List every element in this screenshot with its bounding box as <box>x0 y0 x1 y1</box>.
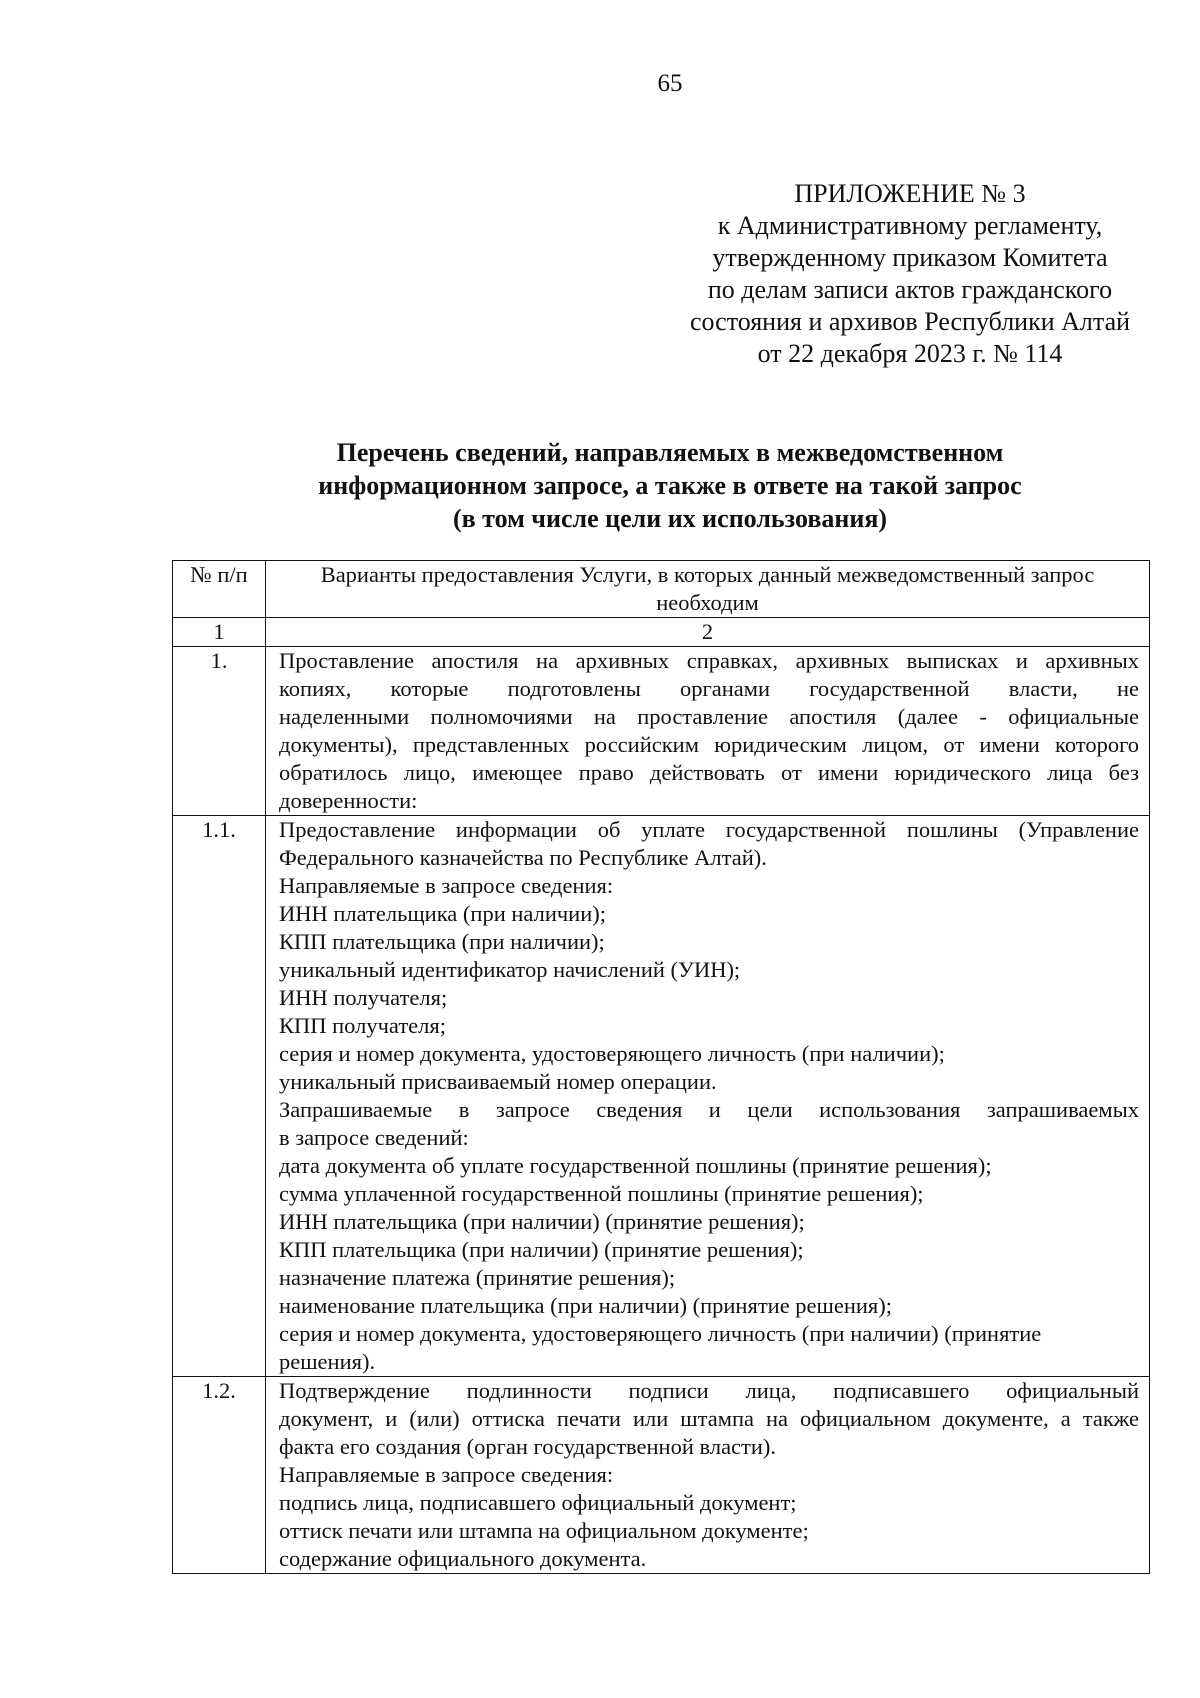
text-line: наделенными полномочиями на проставление апостиля (далее - официальные <box>279 704 1139 729</box>
row-text <box>266 1377 1150 1574</box>
text-line: ИНН плательщика (при наличии); <box>279 901 607 926</box>
text-line: КПП плательщика (при наличии); <box>279 929 605 954</box>
text-line: обратилось лицо, имеющее право действовать от имени юридического лица без <box>279 760 1139 785</box>
document-title <box>150 436 1190 535</box>
title-line: Перечень сведений, направляемых в межведомственном <box>336 438 1004 467</box>
page-number: 65 <box>657 70 683 97</box>
text-line: решения). <box>279 1349 376 1374</box>
text-line: КПП получателя; <box>279 1013 446 1038</box>
text-line: Направляемые в запросе сведения: <box>279 873 614 898</box>
appendix-line: состояния и архивов Республики Алтай <box>689 307 1131 336</box>
text-line: подпись лица, подписавшего официальный документ; <box>279 1490 797 1515</box>
text-line: доверенности: <box>279 788 418 813</box>
appendix-line: от 22 декабря 2023 г. № 114 <box>757 339 1063 368</box>
requests-table <box>172 560 1150 1574</box>
index-cell-2: 2 <box>266 618 1150 647</box>
text-line: факта его создания (орган государственной власти). <box>279 1434 777 1459</box>
text-line: документы), представленных российским юридическим лицом, от имени которого <box>279 732 1139 757</box>
text-line: ИНН получателя; <box>279 985 448 1010</box>
text-line: оттиск печати или штампа на официальном документе; <box>279 1518 809 1543</box>
text-line: Предоставление информации об уплате государственной пошлины (Управление <box>279 817 1139 842</box>
table-header-row <box>173 561 1150 618</box>
text-line: Подтверждение подлинности подписи лица, подписавшего официальный <box>279 1378 1139 1403</box>
text-line: содержание официального документа. <box>279 1546 647 1571</box>
text-line: Проставление апостиля на архивных справках, архивных выписках и архивных <box>279 648 1139 673</box>
appendix-line: утвержденному приказом Комитета <box>712 243 1108 272</box>
text-line: в запросе сведений: <box>279 1125 469 1150</box>
table-row <box>173 816 1150 1377</box>
text-line: сумма уплаченной государственной пошлины (принятие решения); <box>279 1181 924 1206</box>
text-line: Направляемые в запросе сведения: <box>279 1462 614 1487</box>
text-line: Запрашиваемые в запросе сведения и цели использования запрашиваемых <box>279 1097 1139 1122</box>
text-line: копиях, которые подготовлены органами государственной власти, не <box>279 676 1139 701</box>
row-number: 1.1. <box>173 816 266 1377</box>
table-row <box>173 647 1150 816</box>
text-line: документ, и (или) оттиска печати или штампа на официальном документе, а также <box>279 1406 1139 1431</box>
row-number: 1. <box>173 647 266 816</box>
appendix-block <box>640 178 1180 370</box>
header-variants-cell: Варианты предоставления Услуги, в которых данный межведомственный запрос необходим <box>266 561 1150 618</box>
row-number: 1.2. <box>173 1377 266 1574</box>
text-line: серия и номер документа, удостоверяющего личность (при наличии); <box>279 1041 945 1066</box>
text-line: назначение платежа (принятие решения); <box>279 1265 676 1290</box>
appendix-line: к Административному регламенту, <box>717 211 1103 240</box>
text-line: серия и номер документа, удостоверяющего личность (при наличии) (принятие <box>279 1321 1042 1346</box>
title-line: информационном запросе, а также в ответе на такой запрос <box>318 471 1022 500</box>
text-line: ИНН плательщика (при наличии) (принятие решения); <box>279 1209 805 1234</box>
table-row <box>173 1377 1150 1574</box>
text-line: наименование плательщика (при наличии) (принятие решения); <box>279 1293 893 1318</box>
text-line: дата документа об уплате государственной пошлины (принятие решения); <box>279 1153 992 1178</box>
text-line: Федерального казначейства по Республике Алтай). <box>279 845 767 870</box>
index-cell-1: 1 <box>173 618 266 647</box>
table-index-row <box>173 618 1150 647</box>
text-line: уникальный идентификатор начислений (УИН); <box>279 957 741 982</box>
text-line: уникальный присваиваемый номер операции. <box>279 1069 717 1094</box>
title-line: (в том числе цели их использования) <box>452 504 888 533</box>
row-text <box>266 647 1150 816</box>
text-line: КПП плательщика (при наличии) (принятие решения); <box>279 1237 804 1262</box>
appendix-line: по делам записи актов гражданского <box>707 275 1113 304</box>
header-number-cell: № п/п <box>173 561 266 618</box>
appendix-line: ПРИЛОЖЕНИЕ № 3 <box>794 179 1026 208</box>
row-text <box>266 816 1150 1377</box>
